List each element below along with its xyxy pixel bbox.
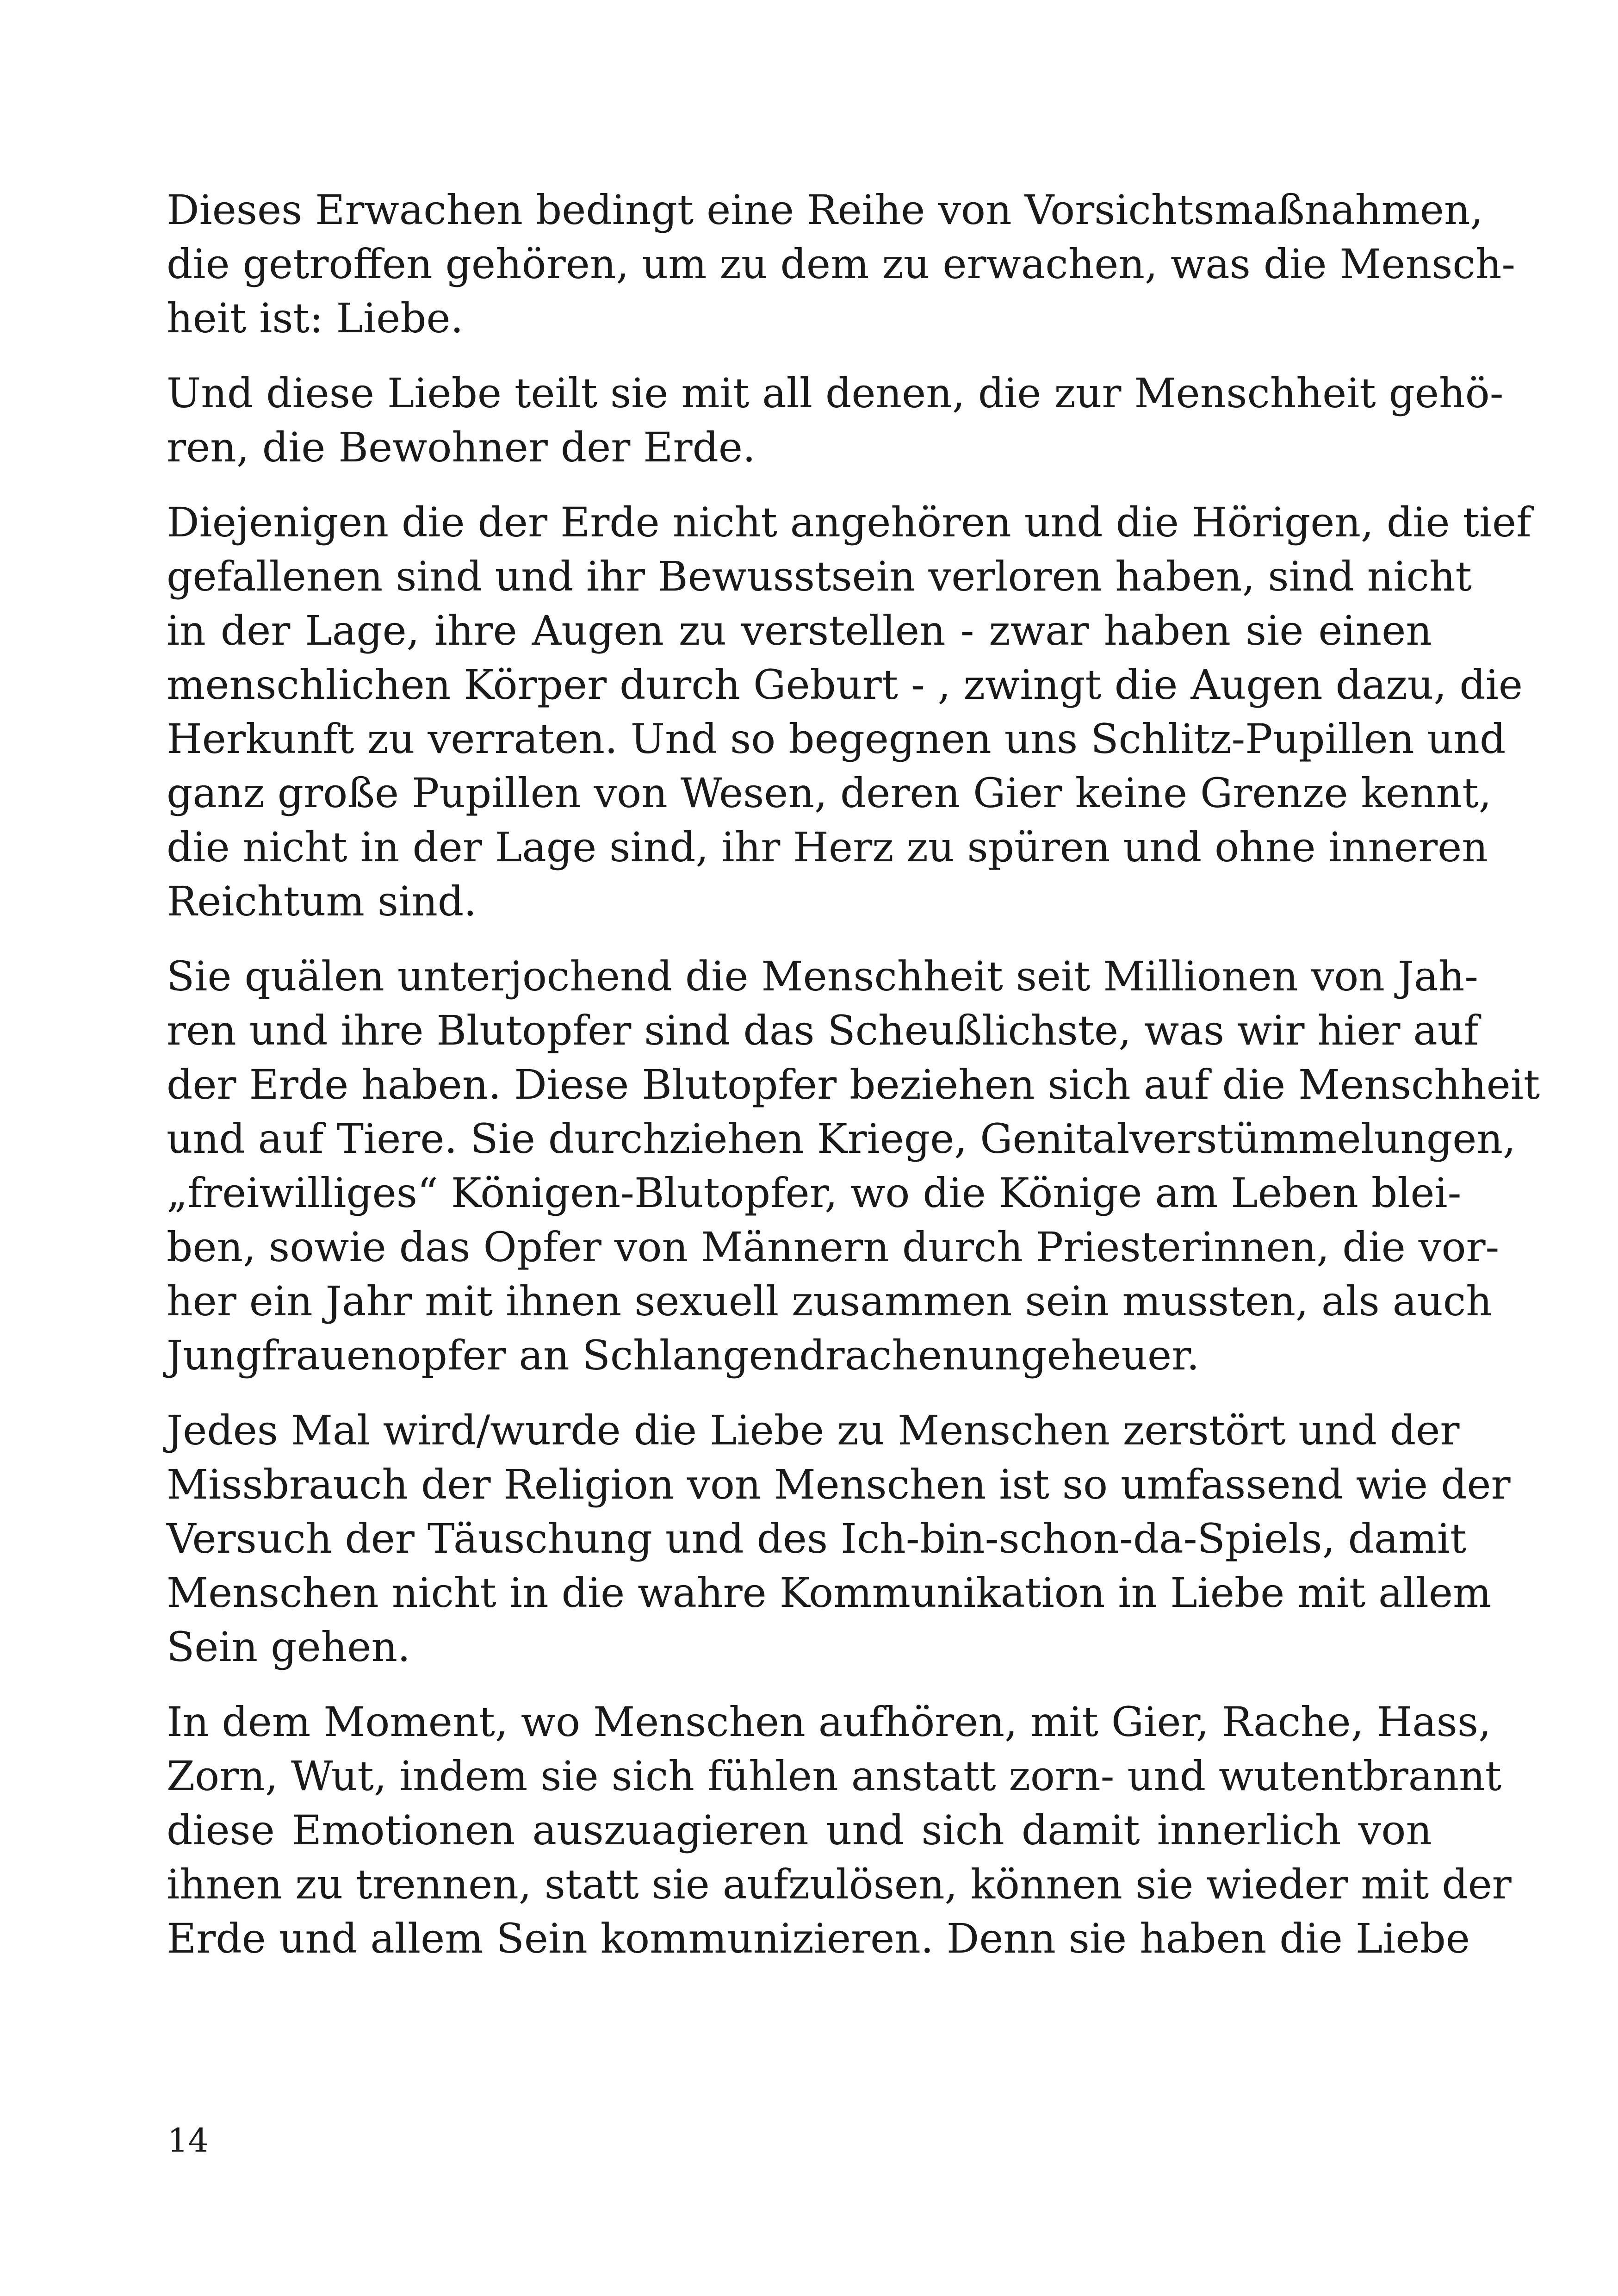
text-line: Herkunft zu verraten. Und so begegnen uns Schlitz-Pupillen und xyxy=(167,715,1506,763)
text-line: Erde und allem Sein kommunizieren. Denn sie haben die Liebe xyxy=(167,1915,1470,1962)
text-line: der Erde haben. Diese Blutopfer beziehen sich auf die Menschheit xyxy=(167,1061,1540,1108)
body-text xyxy=(167,183,1540,1986)
text-line: die nicht in der Lage sind, ihr Herz zu spüren und ohne inneren xyxy=(167,823,1488,871)
paragraph-3 xyxy=(167,495,1531,928)
text-line: Sein gehen. xyxy=(167,1623,410,1671)
text-line: Dieses Erwachen bedingt eine Reihe von Vorsichtsmaßnahmen, xyxy=(167,186,1483,234)
paragraph-6 xyxy=(167,1695,1512,1966)
paragraph-5 xyxy=(167,1403,1511,1674)
text-line: Diejenigen die der Erde nicht angehören und die Hörigen, die tief xyxy=(167,498,1531,546)
text-line: her ein Jahr mit ihnen sexuell zusammen sein mussten, als auch xyxy=(167,1277,1492,1325)
text-line: Jungfrauenopfer an Schlangendrachenungeheuer. xyxy=(167,1332,1200,1379)
text-line: gefallenen sind und ihr Bewusstsein verloren haben, sind nicht xyxy=(167,553,1472,600)
paragraph-4 xyxy=(167,949,1540,1382)
text-line: Sie quälen unterjochend die Menschheit seit Millionen von Jah- xyxy=(167,952,1478,1000)
text-line: und auf Tiere. Sie durchziehen Kriege, Genitalverstümmelungen, xyxy=(167,1115,1516,1163)
text-line: menschlichen Körper durch Geburt - , zwingt die Augen dazu, die xyxy=(167,661,1523,709)
text-line: Und diese Liebe teilt sie mit all denen, die zur Menschheit gehö- xyxy=(167,369,1504,417)
text-line: Jedes Mal wird/wurde die Liebe zu Menschen zerstört und der xyxy=(167,1406,1460,1454)
text-line: In dem Moment, wo Menschen aufhören, mit Gier, Rache, Hass, xyxy=(167,1698,1491,1746)
paragraph-2 xyxy=(167,366,1504,474)
text-line: ben, sowie das Opfer von Männern durch Priesterinnen, die vor- xyxy=(167,1223,1500,1271)
text-line: die getroffen gehören, um zu dem zu erwachen, was die Mensch- xyxy=(167,240,1516,288)
text-line: ihnen zu trennen, statt sie aufzulösen, können sie wieder mit der xyxy=(167,1860,1512,1908)
text-line: ganz große Pupillen von Wesen, deren Gier keine Grenze kennt, xyxy=(167,769,1492,817)
text-line: diese Emotionen auszuagieren und sich damit innerlich von xyxy=(167,1806,1432,1854)
paragraph-1 xyxy=(167,183,1516,345)
text-line: Versuch der Täuschung und des Ich-bin-schon-da-Spiels, damit xyxy=(167,1515,1467,1562)
text-line: Menschen nicht in die wahre Kommunikation in Liebe mit allem xyxy=(167,1569,1492,1617)
text-line: ren und ihre Blutopfer sind das Scheußlichste, was wir hier auf xyxy=(167,1007,1479,1054)
page-number: 14 xyxy=(167,2122,209,2159)
text-line: Missbrauch der Religion von Menschen ist so umfassend wie der xyxy=(167,1461,1511,1508)
text-line: ren, die Bewohner der Erde. xyxy=(167,423,756,471)
text-line: Zorn, Wut, indem sie sich fühlen anstatt zorn- und wutentbrannt xyxy=(167,1752,1502,1800)
text-line: „freiwilliges“ Königen-Blutopfer, wo die Könige am Leben blei- xyxy=(167,1169,1462,1217)
text-line: in der Lage, ihre Augen zu verstellen - zwar haben sie einen xyxy=(167,607,1432,654)
text-line: heit ist: Liebe. xyxy=(167,294,464,342)
text-line: Reichtum sind. xyxy=(167,877,477,925)
